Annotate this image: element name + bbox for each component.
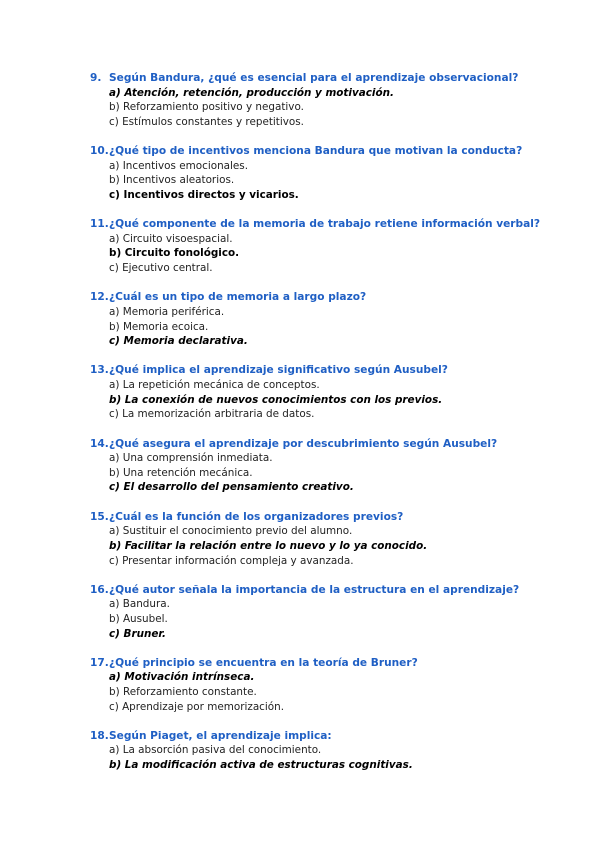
answer-option: a) Sustituir el conocimiento previo del alumno. (109, 525, 353, 538)
answer-option: c) Presentar información compleja y avanzada. (109, 554, 354, 567)
question-title (90, 583, 560, 598)
question-text: ¿Qué autor señala la importancia de la estructura en el aprendizaje? (109, 583, 520, 596)
question-text: ¿Qué tipo de incentivos menciona Bandura que motivan la conducta? (109, 145, 523, 158)
question-title (90, 217, 560, 232)
answer-option: a) Circuito visoespacial. (109, 232, 233, 245)
answer-option-correct: c) El desarrollo del pensamiento creativo. (109, 481, 354, 494)
answer-option-correct: b) La modificación activa de estructuras cognitivas. (109, 759, 413, 772)
question-title (90, 144, 560, 159)
question-text: ¿Cuál es un tipo de memoria a largo plazo? (109, 291, 367, 304)
answer-option-correct: c) Memoria declarativa. (109, 335, 248, 348)
question-text: Según Piaget, el aprendizaje implica: (109, 729, 332, 742)
answer-option: b) Reforzamiento constante. (109, 686, 257, 699)
question-block (90, 729, 560, 773)
answer-option: c) La memorización arbitraria de datos. (109, 408, 315, 421)
question-number: 9. (90, 72, 102, 84)
question-title (90, 71, 560, 86)
answer-option-correct: b) Circuito fonológico. (109, 247, 240, 260)
answer-option: c) Aprendizaje por memorización. (109, 700, 285, 713)
question-title (90, 290, 560, 305)
answer-option: a) La absorción pasiva del conocimiento. (109, 744, 322, 757)
answer-option-correct: b) La conexión de nuevos conocimientos con los previos. (109, 393, 443, 406)
question-block (90, 71, 560, 130)
question-number: 10. (90, 145, 109, 158)
answer-option: b) Incentivos aleatorios. (109, 174, 235, 187)
question-title (90, 729, 560, 744)
answer-option: a) Una comprensión inmediata. (109, 452, 273, 465)
answer-option: c) Ejecutivo central. (109, 262, 213, 275)
question-text: ¿Qué principio se encuentra en la teoría de Bruner? (109, 656, 418, 669)
answer-option: a) Memoria periférica. (109, 305, 225, 318)
question-block (90, 510, 560, 569)
question-block (90, 583, 560, 642)
question-number: 11. (90, 218, 109, 231)
answer-option-correct: b) Facilitar la relación entre lo nuevo y lo ya conocido. (109, 539, 428, 552)
question-number: 12. (90, 291, 109, 304)
question-text: ¿Qué componente de la memoria de trabajo retiene información verbal? (109, 218, 541, 231)
question-title (90, 510, 560, 525)
question-number: 13. (90, 364, 109, 377)
question-title (90, 437, 560, 452)
question-number: 18. (90, 729, 109, 742)
question-block (90, 437, 560, 496)
question-text: ¿Qué asegura el aprendizaje por descubrimiento según Ausubel? (109, 437, 498, 450)
question-block (90, 363, 560, 422)
question-text: ¿Cuál es la función de los organizadores previos? (109, 510, 404, 523)
answer-option: a) Incentivos emocionales. (109, 159, 249, 172)
question-title (90, 363, 560, 378)
question-block (90, 656, 560, 715)
answer-option: c) Estímulos constantes y repetitivos. (109, 115, 304, 128)
question-text: Según Bandura, ¿qué es esencial para el aprendizaje observacional? (109, 72, 519, 84)
question-number: 16. (90, 583, 109, 596)
question-block (90, 217, 560, 276)
question-text: ¿Qué implica el aprendizaje significativo según Ausubel? (109, 364, 448, 377)
question-number: 14. (90, 437, 109, 450)
answer-option: a) Bandura. (109, 598, 170, 611)
answer-option: b) Ausubel. (109, 612, 168, 625)
question-list (90, 71, 560, 787)
answer-option-correct: a) Motivación intrínseca. (109, 671, 255, 684)
question-block (90, 144, 560, 203)
question-number: 15. (90, 510, 109, 523)
answer-option: b) Una retención mecánica. (109, 466, 253, 479)
question-block (90, 290, 560, 349)
answer-option: a) La repetición mecánica de conceptos. (109, 378, 320, 391)
answer-option: b) Reforzamiento positivo y negativo. (109, 101, 304, 114)
answer-option-correct: a) Atención, retención, producción y motivación. (109, 86, 394, 99)
answer-option-correct: c) Bruner. (109, 627, 166, 640)
question-number: 17. (90, 656, 109, 669)
answer-option: b) Memoria ecoica. (109, 320, 209, 333)
question-title (90, 656, 560, 671)
answer-option-correct: c) Incentivos directos y vicarios. (109, 189, 299, 202)
